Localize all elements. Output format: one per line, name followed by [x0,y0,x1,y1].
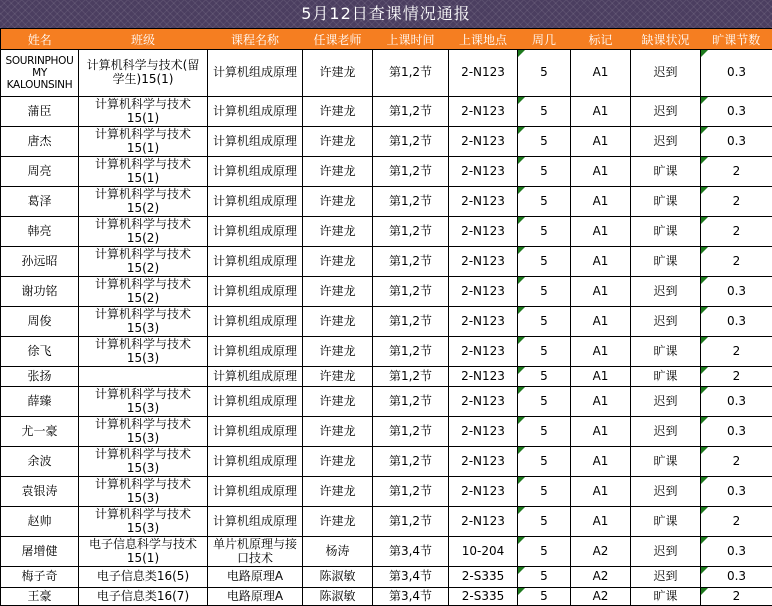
cell-location: 2-N123 [449,187,518,217]
cell-time: 第1,2节 [373,187,449,217]
cell-course: 电路原理A [208,588,303,606]
table-row [1,307,772,337]
cell-name: 袁银涛 [1,477,79,507]
cell-time: 第3,4节 [373,588,449,606]
cell-time: 第1,2节 [373,157,449,187]
cell-time: 第1,2节 [373,507,449,537]
cell-name: 周亮 [1,157,79,187]
cell-periods: 2 [701,337,772,367]
cell-location: 2-N123 [449,507,518,537]
green-corner-flag-icon [518,157,525,164]
table-row [1,447,772,477]
cell-periods: 0.3 [701,567,772,588]
cell-mark: A1 [571,447,631,477]
report-table [0,28,772,606]
green-corner-flag-icon [701,277,708,284]
cell-periods: 0.3 [701,277,772,307]
cell-name: 蒲臣 [1,97,79,127]
cell-mark: A1 [571,217,631,247]
cell-name: 梅子奇 [1,567,79,588]
cell-course: 计算机组成原理 [208,217,303,247]
cell-course: 计算机组成原理 [208,50,303,97]
table-row [1,417,772,447]
cell-teacher: 许建龙 [303,307,373,337]
table-row [1,477,772,507]
green-corner-flag-icon [701,417,708,424]
cell-location: 2-N123 [449,447,518,477]
cell-class: 计算机科学与技术15(1) [79,127,208,157]
column-header-class: 班级 [79,29,208,50]
column-header-location: 上课地点 [449,29,518,50]
cell-weekday: 5 [518,447,571,477]
column-header-teacher: 任课老师 [303,29,373,50]
cell-time: 第1,2节 [373,367,449,387]
green-corner-flag-icon [518,537,525,544]
cell-class: 计算机科学与技术15(2) [79,187,208,217]
cell-class: 计算机科学与技术15(3) [79,417,208,447]
cell-weekday: 5 [518,50,571,97]
cell-weekday: 5 [518,247,571,277]
cell-status: 旷课 [631,187,701,217]
cell-periods: 0.3 [701,307,772,337]
green-corner-flag-icon [518,417,525,424]
cell-time: 第1,2节 [373,417,449,447]
table-row [1,97,772,127]
cell-class: 计算机科学与技术15(2) [79,247,208,277]
cell-name: 韩亮 [1,217,79,247]
green-corner-flag-icon [518,507,525,514]
cell-weekday: 5 [518,277,571,307]
cell-course: 计算机组成原理 [208,337,303,367]
table-row [1,157,772,187]
cell-name: 唐杰 [1,127,79,157]
cell-teacher: 许建龙 [303,187,373,217]
table-row [1,588,772,606]
cell-time: 第3,4节 [373,537,449,567]
cell-weekday: 5 [518,537,571,567]
green-corner-flag-icon [518,187,525,194]
cell-course: 计算机组成原理 [208,477,303,507]
cell-periods: 0.3 [701,97,772,127]
cell-status: 迟到 [631,567,701,588]
cell-teacher: 许建龙 [303,127,373,157]
green-corner-flag-icon [701,50,708,57]
green-corner-flag-icon [701,217,708,224]
green-corner-flag-icon [701,307,708,314]
column-header-status: 缺课状况 [631,29,701,50]
cell-time: 第1,2节 [373,217,449,247]
cell-status: 迟到 [631,50,701,97]
green-corner-flag-icon [701,337,708,344]
cell-course: 计算机组成原理 [208,387,303,417]
cell-name: 张扬 [1,367,79,387]
cell-status: 迟到 [631,387,701,417]
cell-weekday: 5 [518,367,571,387]
cell-location: 2-S335 [449,567,518,588]
cell-teacher: 许建龙 [303,337,373,367]
cell-periods: 2 [701,447,772,477]
table-row [1,507,772,537]
cell-course: 计算机组成原理 [208,307,303,337]
cell-periods: 0.3 [701,477,772,507]
cell-status: 迟到 [631,417,701,447]
cell-mark: A1 [571,157,631,187]
cell-mark: A1 [571,277,631,307]
report-title-bar [0,0,772,28]
cell-class [79,367,208,387]
report-title: 5月12日查课情况通报 [301,0,471,28]
table-row [1,537,772,567]
cell-time: 第1,2节 [373,97,449,127]
cell-time: 第1,2节 [373,337,449,367]
cell-status: 旷课 [631,588,701,606]
cell-course: 计算机组成原理 [208,277,303,307]
cell-class: 计算机科学与技术15(3) [79,337,208,367]
cell-course: 计算机组成原理 [208,507,303,537]
cell-mark: A1 [571,307,631,337]
green-corner-flag-icon [701,157,708,164]
cell-status: 迟到 [631,307,701,337]
green-corner-flag-icon [518,477,525,484]
cell-course: 计算机组成原理 [208,127,303,157]
cell-status: 旷课 [631,157,701,187]
cell-mark: A1 [571,187,631,217]
cell-mark: A1 [571,247,631,277]
cell-class: 计算机科学与技术15(1) [79,97,208,127]
cell-weekday: 5 [518,477,571,507]
cell-time: 第1,2节 [373,477,449,507]
cell-status: 旷课 [631,337,701,367]
cell-location: 2-N123 [449,387,518,417]
column-header-weekday: 周几 [518,29,571,50]
cell-teacher: 陈淑敏 [303,567,373,588]
cell-class: 计算机科学与技术15(2) [79,217,208,247]
cell-course: 计算机组成原理 [208,247,303,277]
cell-mark: A2 [571,567,631,588]
cell-class: 计算机科学与技术15(2) [79,277,208,307]
cell-status: 旷课 [631,447,701,477]
cell-location: 2-S335 [449,588,518,606]
green-corner-flag-icon [701,588,708,595]
cell-weekday: 5 [518,157,571,187]
cell-teacher: 许建龙 [303,247,373,277]
cell-mark: A1 [571,127,631,157]
cell-course: 计算机组成原理 [208,97,303,127]
cell-name: 徐飞 [1,337,79,367]
cell-status: 旷课 [631,247,701,277]
cell-location: 2-N123 [449,50,518,97]
cell-status: 迟到 [631,277,701,307]
cell-location: 2-N123 [449,477,518,507]
cell-location: 2-N123 [449,127,518,157]
cell-mark: A1 [571,387,631,417]
cell-mark: A2 [571,537,631,567]
column-header-time: 上课时间 [373,29,449,50]
cell-periods: 0.3 [701,537,772,567]
green-corner-flag-icon [518,277,525,284]
cell-teacher: 陈淑敏 [303,588,373,606]
cell-location: 2-N123 [449,97,518,127]
cell-name: 谢功铭 [1,277,79,307]
cell-name: 周俊 [1,307,79,337]
cell-class: 计算机科学与技术15(1) [79,157,208,187]
green-corner-flag-icon [518,307,525,314]
cell-periods: 2 [701,588,772,606]
cell-status: 迟到 [631,477,701,507]
cell-class: 电子信息类16(5) [79,567,208,588]
cell-course: 单片机原理与接口技术 [208,537,303,567]
cell-course: 电路原理A [208,567,303,588]
cell-periods: 0.3 [701,50,772,97]
cell-mark: A2 [571,588,631,606]
cell-weekday: 5 [518,588,571,606]
cell-time: 第3,4节 [373,567,449,588]
cell-time: 第1,2节 [373,387,449,417]
cell-time: 第1,2节 [373,447,449,477]
header-row [1,29,772,50]
cell-class: 计算机科学与技术15(3) [79,477,208,507]
green-corner-flag-icon [518,567,525,574]
cell-name: 薛臻 [1,387,79,417]
cell-teacher: 许建龙 [303,217,373,247]
cell-time: 第1,2节 [373,247,449,277]
cell-time: 第1,2节 [373,50,449,97]
green-corner-flag-icon [701,367,708,374]
cell-weekday: 5 [518,567,571,588]
cell-status: 旷课 [631,507,701,537]
cell-name: 赵帅 [1,507,79,537]
cell-name: 余波 [1,447,79,477]
cell-status: 旷课 [631,217,701,247]
column-header-course: 课程名称 [208,29,303,50]
cell-mark: A1 [571,50,631,97]
cell-periods: 2 [701,247,772,277]
cell-name: 孙远昭 [1,247,79,277]
table-row [1,337,772,367]
cell-class: 计算机科学与技术15(3) [79,447,208,477]
cell-teacher: 许建龙 [303,97,373,127]
cell-status: 迟到 [631,537,701,567]
cell-location: 2-N123 [449,157,518,187]
cell-teacher: 许建龙 [303,387,373,417]
green-corner-flag-icon [518,50,525,57]
cell-class: 计算机科学与技术15(3) [79,507,208,537]
table-row [1,187,772,217]
cell-location: 2-N123 [449,277,518,307]
cell-weekday: 5 [518,97,571,127]
cell-course: 计算机组成原理 [208,367,303,387]
cell-weekday: 5 [518,387,571,417]
cell-teacher: 许建龙 [303,477,373,507]
cell-mark: A1 [571,97,631,127]
cell-teacher: 许建龙 [303,417,373,447]
column-header-periods: 旷课节数 [701,29,772,50]
cell-teacher: 许建龙 [303,50,373,97]
green-corner-flag-icon [518,367,525,374]
column-header-mark: 标记 [571,29,631,50]
cell-weekday: 5 [518,127,571,157]
green-corner-flag-icon [701,387,708,394]
green-corner-flag-icon [701,97,708,104]
cell-class: 计算机科学与技术15(3) [79,307,208,337]
table-row [1,277,772,307]
cell-class: 电子信息类16(7) [79,588,208,606]
cell-course: 计算机组成原理 [208,157,303,187]
cell-location: 2-N123 [449,367,518,387]
green-corner-flag-icon [701,187,708,194]
cell-periods: 0.3 [701,127,772,157]
cell-time: 第1,2节 [373,307,449,337]
green-corner-flag-icon [518,588,525,595]
cell-teacher: 许建龙 [303,367,373,387]
cell-periods: 2 [701,157,772,187]
cell-name: 尤一豪 [1,417,79,447]
cell-time: 第1,2节 [373,277,449,307]
cell-teacher: 许建龙 [303,277,373,307]
green-corner-flag-icon [701,507,708,514]
cell-teacher: 许建龙 [303,507,373,537]
table-row [1,387,772,417]
cell-class: 计算机科学与技术(留学生)15(1) [79,50,208,97]
cell-weekday: 5 [518,307,571,337]
cell-course: 计算机组成原理 [208,417,303,447]
cell-weekday: 5 [518,507,571,537]
cell-location: 2-N123 [449,217,518,247]
green-corner-flag-icon [518,97,525,104]
green-corner-flag-icon [701,447,708,454]
cell-location: 10-204 [449,537,518,567]
cell-status: 迟到 [631,127,701,157]
cell-status: 迟到 [631,97,701,127]
cell-weekday: 5 [518,217,571,247]
green-corner-flag-icon [518,127,525,134]
cell-mark: A1 [571,477,631,507]
cell-mark: A1 [571,337,631,367]
cell-periods: 0.3 [701,387,772,417]
cell-location: 2-N123 [449,307,518,337]
cell-weekday: 5 [518,417,571,447]
cell-weekday: 5 [518,337,571,367]
cell-class: 电子信息科学与技术15(1) [79,537,208,567]
cell-mark: A1 [571,367,631,387]
table-row [1,367,772,387]
table-row [1,247,772,277]
cell-course: 计算机组成原理 [208,187,303,217]
cell-status: 旷课 [631,367,701,387]
table-row [1,217,772,247]
cell-mark: A1 [571,507,631,537]
cell-location: 2-N123 [449,337,518,367]
green-corner-flag-icon [518,247,525,254]
green-corner-flag-icon [701,537,708,544]
table-row [1,567,772,588]
cell-teacher: 杨涛 [303,537,373,567]
cell-name: 王豪 [1,588,79,606]
table-row [1,50,772,97]
cell-periods: 2 [701,367,772,387]
green-corner-flag-icon [701,127,708,134]
green-corner-flag-icon [701,247,708,254]
cell-name: SOURINPHOUMY KALOUNSINH [1,50,79,97]
cell-name: 葛泽 [1,187,79,217]
cell-periods: 2 [701,507,772,537]
table-row [1,127,772,157]
cell-periods: 2 [701,187,772,217]
column-header-name: 姓名 [1,29,79,50]
cell-location: 2-N123 [449,417,518,447]
green-corner-flag-icon [518,387,525,394]
cell-weekday: 5 [518,187,571,217]
green-corner-flag-icon [518,337,525,344]
green-corner-flag-icon [518,217,525,224]
green-corner-flag-icon [701,567,708,574]
green-corner-flag-icon [701,477,708,484]
cell-teacher: 许建龙 [303,447,373,477]
cell-class: 计算机科学与技术15(3) [79,387,208,417]
cell-name: 屠增健 [1,537,79,567]
cell-mark: A1 [571,417,631,447]
green-corner-flag-icon [518,447,525,454]
cell-course: 计算机组成原理 [208,447,303,477]
cell-periods: 2 [701,217,772,247]
cell-location: 2-N123 [449,247,518,277]
cell-time: 第1,2节 [373,127,449,157]
cell-teacher: 许建龙 [303,157,373,187]
cell-periods: 0.3 [701,417,772,447]
